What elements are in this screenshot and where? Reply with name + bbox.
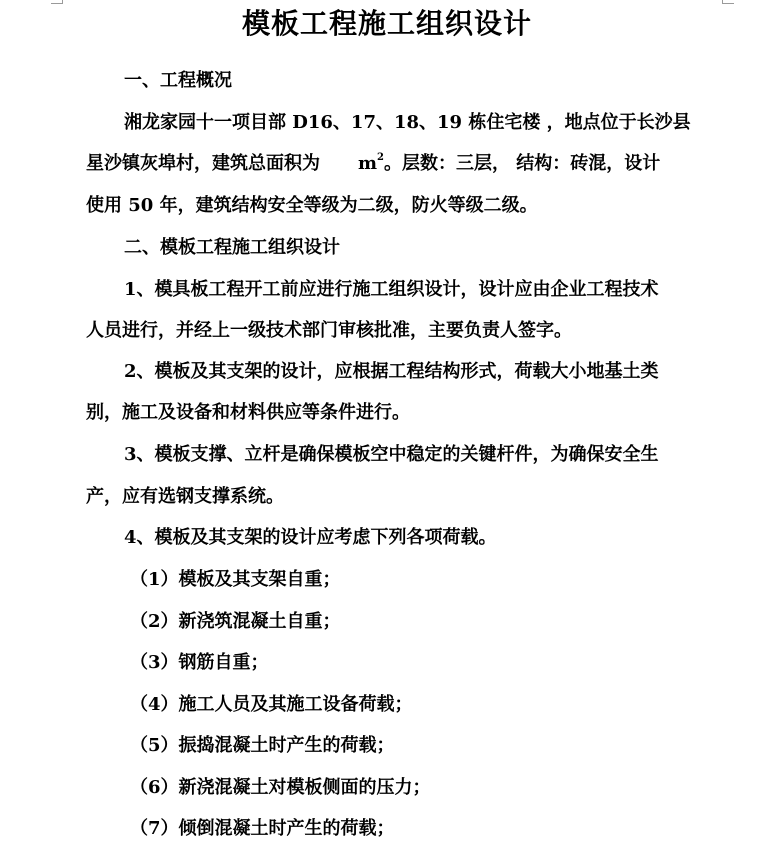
paragraph-2-line-1: 2、模板及其支架的设计，应根据工程结构形式，荷载大小地基土类 bbox=[124, 361, 659, 382]
area-unit: m bbox=[358, 153, 378, 174]
overview-line-2-text-a: 星沙镇灰埠村，建筑总面积为 bbox=[86, 153, 320, 174]
load-item: （3）钢筋自重； bbox=[130, 652, 269, 673]
paragraph-3-line-2: 产，应有选钢支撑系统。 bbox=[86, 486, 284, 507]
load-item: （6）新浇混凝土对模板侧面的压力； bbox=[130, 777, 431, 798]
overview-line-2-text-b: 。层数：三层， 结构：砖混，设计 bbox=[384, 153, 661, 174]
overview-line-3: 使用 50 年，建筑结构安全等级为二级，防火等级二级。 bbox=[86, 195, 538, 216]
load-item: （1）模板及其支架自重； bbox=[130, 569, 341, 590]
paragraph-3-line-1: 3、模板支撑、立杆是确保模板空中稳定的关键杆件，为确保安全生 bbox=[124, 444, 659, 465]
section-heading-overview: 一、工程概况 bbox=[124, 70, 232, 91]
area-unit-superscript: 2 bbox=[377, 152, 385, 163]
page-corner-mark-left bbox=[62, 0, 73, 3]
overview-line-2 bbox=[86, 152, 660, 176]
load-item: （4）施工人员及其施工设备荷载； bbox=[130, 694, 413, 715]
load-item: （5）振捣混凝土时产生的荷载； bbox=[130, 735, 395, 756]
section-heading-formwork: 二、模板工程施工组织设计 bbox=[124, 237, 340, 258]
paragraph-1-line-2: 人员进行，并经上一级技术部门审核批准，主要负责人签字。 bbox=[86, 320, 572, 341]
overview-line-1: 湘龙家园十一项目部 D16、17、18、19 栋住宅楼 ，地点位于长沙县 bbox=[124, 112, 691, 133]
paragraph-2-line-2: 别，施工及设备和材料供应等条件进行。 bbox=[86, 402, 410, 423]
page-corner-mark-right bbox=[712, 0, 723, 3]
load-item: （2）新浇筑混凝土自重； bbox=[130, 611, 341, 632]
load-item: （7）倾倒混凝土时产生的荷载； bbox=[130, 818, 395, 839]
paragraph-1-line-1: 1、模具板工程开工前应进行施工组织设计，设计应由企业工程技术 bbox=[124, 279, 659, 300]
paragraph-4: 4、模板及其支架的设计应考虑下列各项荷载。 bbox=[124, 527, 497, 548]
document-title: 模板工程施工组织设计 bbox=[241, 7, 532, 40]
